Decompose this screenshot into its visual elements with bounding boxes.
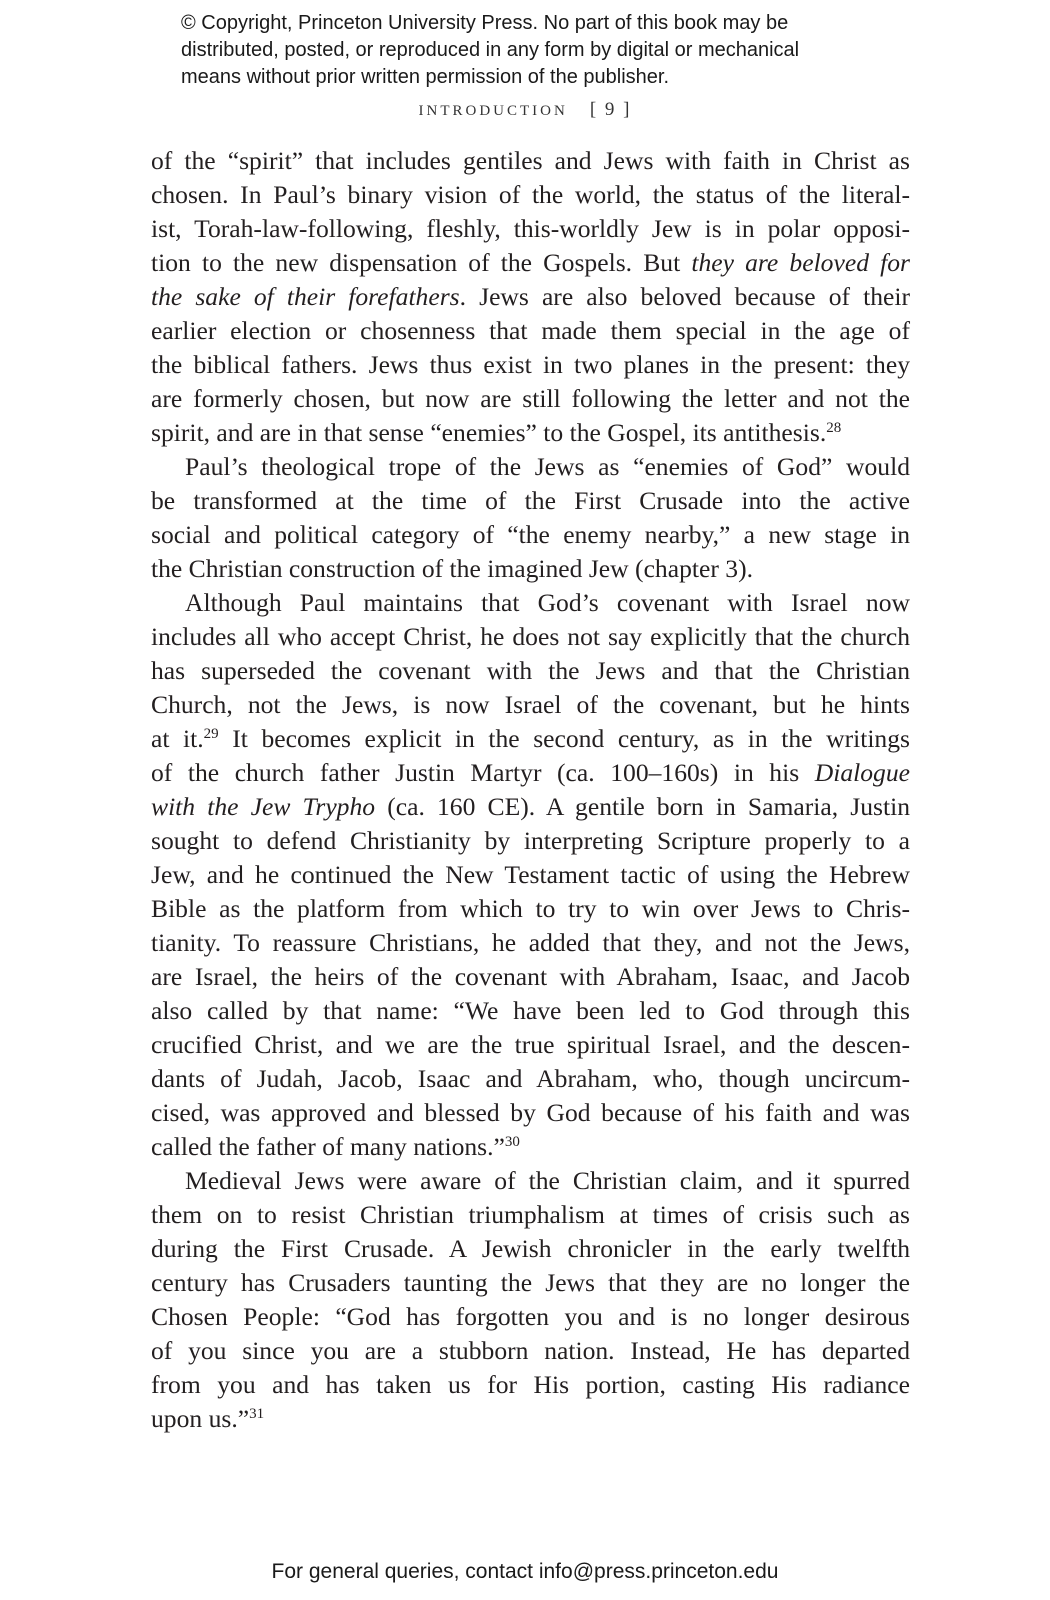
text-line — [151, 280, 910, 314]
text-line: chosen. In Paul’s binary vision of the world, the status of the literal- — [151, 180, 910, 209]
text-line: of you since you are a stubborn nation. Instead, He has departed — [151, 1336, 910, 1365]
paragraph-4 — [151, 1164, 910, 1436]
paragraph-1 — [151, 144, 910, 450]
text-line: Paul’s theological trope of the Jews as “enemies of God” would — [185, 452, 910, 481]
italic-run: Dialogue — [814, 758, 910, 787]
page-number: [ 9 ] — [589, 99, 632, 120]
text-run: at it. — [151, 724, 204, 753]
text-line: them on to resist Christian triumphalism at times of crisis such as — [151, 1200, 910, 1229]
text-line: Medieval Jews were aware of the Christian claim, and it spurred — [185, 1166, 910, 1195]
text-run: It becomes explicit in the second century, as in the writings — [218, 724, 910, 753]
text-run: of the church father Justin Martyr (ca. 100–160s) in his — [151, 758, 815, 787]
text-line: Bible as the platform from which to try to win over Jews to Chris- — [151, 894, 910, 923]
footnote-marker: 31 — [249, 1406, 265, 1422]
text-line: Church, not the Jews, is now Israel of the covenant, but he hints — [151, 690, 910, 719]
text-line — [151, 1130, 910, 1164]
paragraph-3 — [151, 586, 910, 1164]
body-text — [151, 144, 910, 1436]
text-line — [151, 1402, 910, 1436]
text-line: sought to defend Christianity by interpreting Scripture properly to a — [151, 826, 910, 855]
text-line — [151, 756, 910, 790]
text-run: spirit, and are in that sense “enemies” to the Gospel, its antithesis. — [151, 418, 827, 447]
text-line — [151, 790, 910, 824]
text-line: Jew, and he continued the New Testament tactic of using the Hebrew — [151, 860, 910, 889]
text-line — [151, 722, 910, 756]
italic-run: they are beloved for — [691, 248, 911, 277]
text-line: social and political category of “the enemy nearby,” a new stage in — [151, 520, 910, 549]
footnote-marker: 29 — [203, 726, 219, 742]
text-run: tion to the new dispensation of the Gospels. But — [151, 248, 692, 277]
text-line: ist, Torah-law-following, fleshly, this-worldly Jew is in polar opposi- — [151, 214, 910, 243]
text-line: includes all who accept Christ, he does not say explicitly that the church — [151, 622, 910, 651]
footer-contact: For general queries, contact info@press.princeton.edu — [271, 1560, 779, 1583]
text-line: tianity. To reassure Christians, he added that they, and not the Jews, — [151, 928, 910, 957]
text-run: (ca. 160 CE). A gentile born in Samaria, Justin — [375, 792, 911, 821]
text-line: the biblical fathers. Jews thus exist in two planes in the present: they — [151, 350, 910, 379]
copyright-notice — [181, 10, 921, 91]
text-line: from you and has taken us for His portion, casting His radiance — [151, 1370, 910, 1399]
section-title: INTRODUCTION — [418, 103, 568, 119]
text-line: Although Paul maintains that God’s covenant with Israel now — [185, 588, 910, 617]
copyright-line: distributed, posted, or reproduced in any form by digital or mechanical — [181, 39, 800, 61]
italic-run: the sake of their forefathers — [151, 282, 460, 311]
footnote-marker: 28 — [826, 420, 842, 436]
text-line — [151, 416, 910, 450]
text-run: . Jews are also beloved because of their — [459, 282, 910, 311]
text-run: called the father of many nations.” — [151, 1132, 505, 1161]
text-line: are Israel, the heirs of the covenant with Abraham, Isaac, and Jacob — [151, 962, 910, 991]
text-line: dants of Judah, Jacob, Isaac and Abraham, who, though uncircum- — [151, 1064, 910, 1093]
copyright-line: means without prior written permission of the publisher. — [181, 66, 670, 88]
text-line: of the “spirit” that includes gentiles and Jews with faith in Christ as — [151, 146, 910, 175]
footnote-marker: 30 — [504, 1134, 520, 1150]
text-line — [151, 246, 910, 280]
copyright-line: © Copyright, Princeton University Press. No part of this book may be — [181, 12, 789, 34]
text-line: earlier election or chosenness that made them special in the age of — [151, 316, 910, 345]
text-run: upon us.” — [151, 1404, 250, 1433]
text-line: century has Crusaders taunting the Jews that they are no longer the — [151, 1268, 910, 1297]
text-line: cised, was approved and blessed by God because of his faith and was — [151, 1098, 910, 1127]
text-line: has superseded the covenant with the Jews and that the Christian — [151, 656, 910, 685]
text-line: during the First Crusade. A Jewish chronicler in the early twelfth — [151, 1234, 910, 1263]
text-line: crucified Christ, and we are the true spiritual Israel, and the descen- — [151, 1030, 910, 1059]
text-line: are formerly chosen, but now are still following the letter and not the — [151, 384, 910, 413]
running-head — [0, 99, 1050, 121]
italic-run: with the Jew Trypho — [151, 792, 376, 821]
text-line: be transformed at the time of the First Crusade into the active — [151, 486, 910, 515]
text-line: Chosen People: “God has forgotten you and is no longer desirous — [151, 1302, 910, 1331]
paragraph-2 — [151, 450, 910, 586]
text-line: also called by that name: “We have been led to God through this — [151, 996, 910, 1025]
text-line: the Christian construction of the imagined Jew (chapter 3). — [151, 554, 753, 583]
